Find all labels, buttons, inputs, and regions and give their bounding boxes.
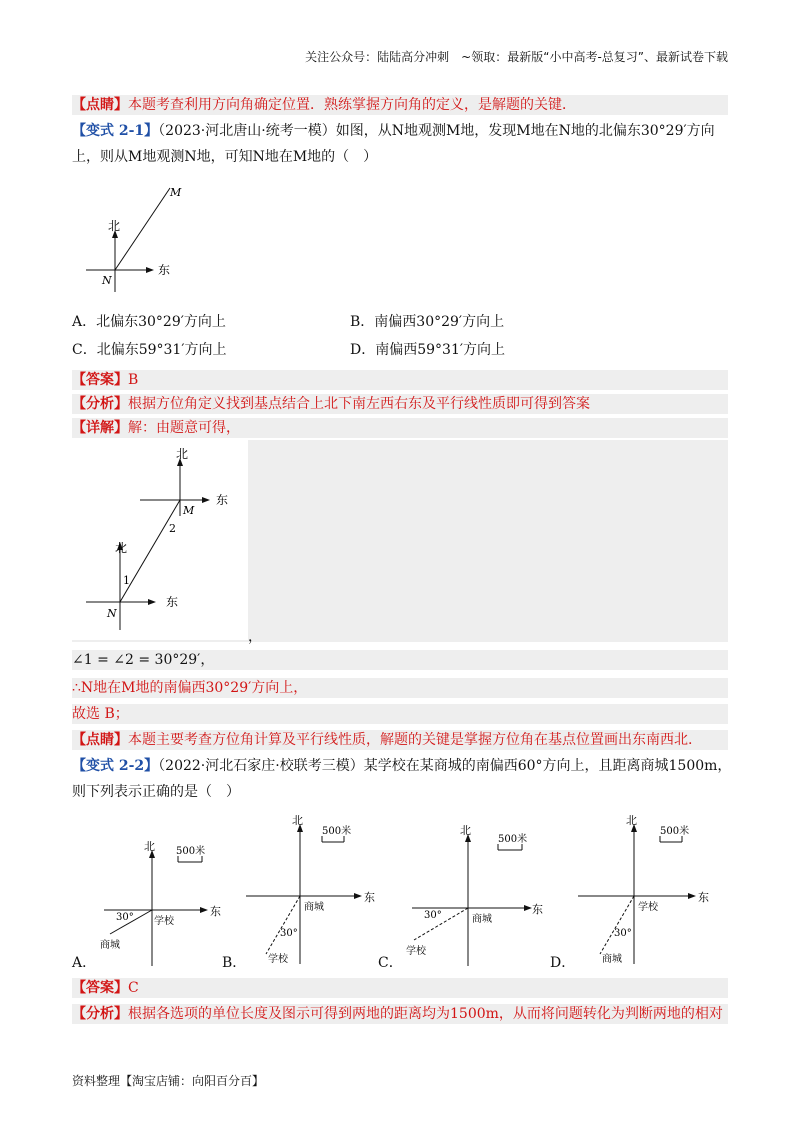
answer-text: B bbox=[128, 372, 139, 388]
north-label: 北 bbox=[460, 824, 471, 837]
key-point-tag: 【点睛】 bbox=[72, 97, 128, 113]
center-point-label: 商城 bbox=[304, 902, 324, 913]
question-text: （2023·河北唐山·统考一模）如图，从N地观测M地，发现M地在N地的北偏东30°29′方向 bbox=[158, 123, 715, 139]
equation-line: ∠1 = ∠2 = 30°29′， bbox=[72, 650, 728, 670]
question-text: （2022·河北石家庄·校联考三模）某学校在某商城的南偏西60°方向上，且距离商城1500m， bbox=[158, 758, 732, 774]
point-n-label: N bbox=[102, 274, 112, 287]
conclusion-line: ∴N地在M地的南偏西30°29′方向上， bbox=[72, 678, 728, 698]
page-header: 关注公众号：陆陆高分冲刺 ~领取：最新版“小中高考-总复习”、最新试卷下载 bbox=[305, 50, 728, 64]
key-point-2 bbox=[72, 730, 728, 750]
figure-solution-diagram bbox=[72, 440, 248, 640]
analysis-1 bbox=[72, 394, 728, 414]
detail-text: 解：由题意可得， bbox=[128, 420, 240, 436]
analysis-tag: 【分析】 bbox=[72, 396, 128, 412]
answer-1 bbox=[72, 370, 728, 390]
question-tag: 【变式 2-2】 bbox=[72, 758, 159, 774]
option-d: D．南偏西59°31′方向上 bbox=[350, 342, 506, 358]
option-c: C．北偏东59°31′方向上 bbox=[72, 342, 227, 358]
center-point-label: 学校 bbox=[154, 916, 174, 927]
scale-label: 500米 bbox=[498, 834, 528, 845]
figure-option-d bbox=[574, 814, 724, 966]
point-m-label: M bbox=[170, 186, 182, 199]
answer-tag: 【答案】 bbox=[72, 372, 128, 388]
east-label-upper: 东 bbox=[216, 493, 229, 507]
analysis-2 bbox=[72, 1004, 728, 1024]
key-point-text: 本题考查利用方向角确定位置．熟练掌握方向角的定义，是解题的关键． bbox=[128, 97, 576, 113]
page-footer: 资料整理【淘宝店铺：向阳百分百】 bbox=[72, 1074, 265, 1088]
figure-comma: ， bbox=[248, 629, 262, 645]
scale-label: 500米 bbox=[660, 826, 690, 837]
option-a: A．北偏东30°29′方向上 bbox=[72, 314, 226, 330]
scale-label: 500米 bbox=[322, 826, 352, 837]
figure-option-b bbox=[240, 814, 380, 966]
question-tag: 【变式 2-1】 bbox=[72, 123, 159, 139]
option-d-label: D． bbox=[550, 955, 576, 971]
east-label: 东 bbox=[364, 891, 375, 904]
answer-2 bbox=[72, 978, 728, 998]
east-label-lower: 东 bbox=[166, 595, 179, 609]
east-label: 东 bbox=[532, 903, 543, 916]
end-point-label: 学校 bbox=[268, 954, 288, 965]
figure-option-c bbox=[404, 822, 554, 966]
answer-tag: 【答案】 bbox=[72, 980, 128, 996]
question-2-2-line1 bbox=[72, 756, 732, 776]
north-label-upper: 北 bbox=[176, 447, 189, 461]
angle-1-label: 1 bbox=[123, 574, 130, 587]
end-point-label: 商城 bbox=[602, 954, 622, 965]
north-label: 北 bbox=[108, 219, 121, 233]
key-point-tag: 【点睛】 bbox=[72, 732, 128, 748]
answer-text: C bbox=[128, 980, 139, 996]
angle-2-label: 2 bbox=[169, 522, 176, 535]
key-point-text: 本题主要考查方位角计算及平行线性质，解题的关键是掌握方位角在基点位置画出东南西北. bbox=[128, 732, 693, 748]
east-label: 东 bbox=[210, 905, 221, 918]
choose-line: 故选 B； bbox=[72, 704, 728, 724]
end-point-label: 学校 bbox=[406, 946, 426, 957]
scale-label: 500米 bbox=[176, 846, 206, 857]
east-label: 东 bbox=[698, 891, 709, 904]
north-label-lower: 北 bbox=[115, 541, 128, 555]
question-2-1-line2: 上，则从M地观测N地，可知N地在M地的（ ） bbox=[72, 149, 378, 165]
analysis-tag: 【分析】 bbox=[72, 1006, 128, 1022]
point-n-label: N bbox=[107, 607, 117, 620]
question-2-2-line2: 则下列表示正确的是（ ） bbox=[72, 784, 240, 800]
angle-label: 30° bbox=[614, 928, 632, 939]
option-a-label: A． bbox=[72, 955, 97, 971]
center-point-label: 商城 bbox=[472, 914, 492, 925]
figure-question-diagram bbox=[80, 180, 210, 300]
north-label: 北 bbox=[292, 814, 303, 827]
end-point-label: 商城 bbox=[100, 940, 120, 951]
detail-tag: 【详解】 bbox=[72, 420, 128, 436]
analysis-text: 根据方位角定义找到基点结合上北下南左西右东及平行线性质即可得到答案 bbox=[128, 396, 590, 412]
key-point-1 bbox=[72, 95, 728, 115]
center-point-label: 学校 bbox=[638, 902, 658, 913]
angle-label: 30° bbox=[280, 928, 298, 939]
east-label: 东 bbox=[158, 263, 171, 277]
option-b-label: B． bbox=[222, 955, 247, 971]
north-label: 北 bbox=[626, 814, 637, 827]
point-m-label: M bbox=[183, 504, 195, 517]
angle-label: 30° bbox=[116, 912, 134, 923]
figure-option-a bbox=[86, 836, 226, 966]
north-label: 北 bbox=[144, 840, 155, 853]
analysis-text: 根据各选项的单位长度及图示可得到两地的距离均为1500m，从而将问题转化为判断两地的相对 bbox=[128, 1006, 723, 1022]
option-c-label: C． bbox=[378, 955, 403, 971]
option-b: B．南偏西30°29′方向上 bbox=[350, 314, 505, 330]
detail-1 bbox=[72, 418, 728, 438]
angle-label: 30° bbox=[424, 910, 442, 921]
question-2-1-line1 bbox=[72, 121, 728, 141]
